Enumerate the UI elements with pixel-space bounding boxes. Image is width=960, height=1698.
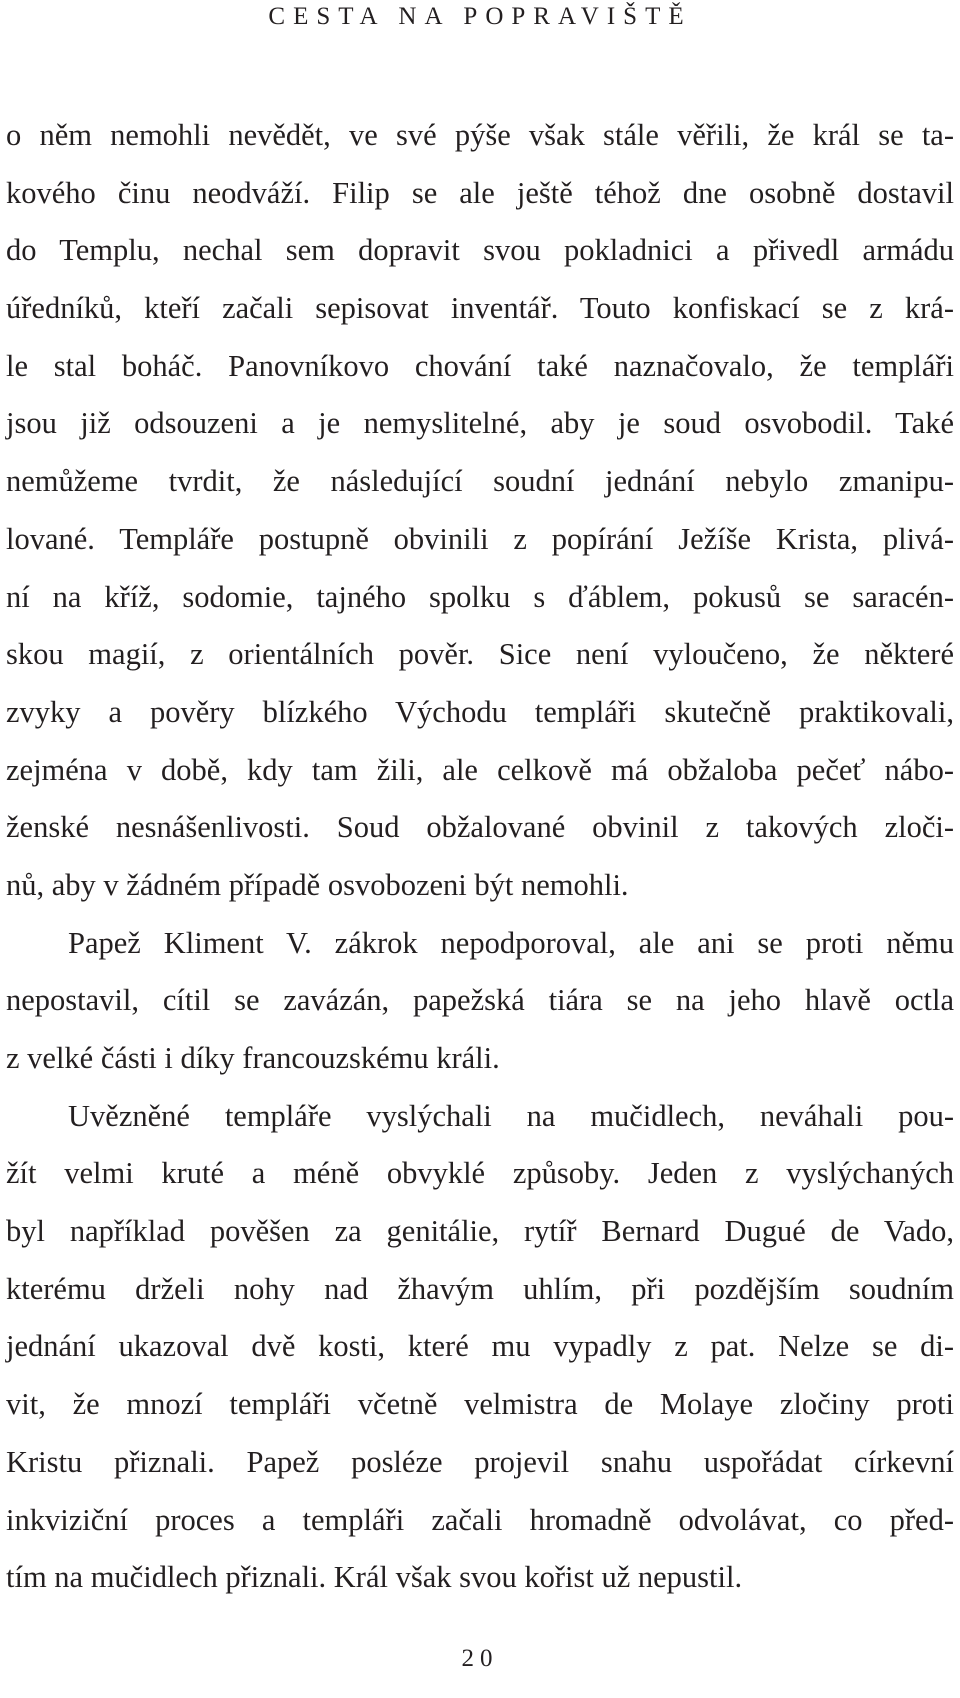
text-line: jednání ukazoval dvě kosti, které mu vypadly z pat. Nelze se di- — [6, 1329, 954, 1364]
text-line: Papež Kliment V. zákrok nepodporoval, ale ani se proti němu — [68, 925, 954, 960]
page-number: 20 — [461, 1645, 499, 1672]
text-line: Kristu přiznali. Papež posléze projevil snahu uspořádat církevní — [6, 1444, 954, 1479]
text-line: Uvězněné templáře vyslýchali na mučidlech, neváhali pou- — [68, 1098, 954, 1133]
running-header: CESTA NA POPRAVIŠTĚ — [268, 3, 692, 30]
text-line: ní na kříž, sodomie, tajného spolku s ďáblem, pokusů se saracén- — [6, 579, 954, 614]
text-line: o něm nemohli nevědět, ve své pýše však stále věřili, že král se ta- — [6, 118, 954, 152]
text-line: nemůžeme tvrdit, že následující soudní jednání nebylo zmanipu- — [6, 464, 954, 499]
text-line: ženské nesnášenlivosti. Soud obžalované obvinil z takových zloči- — [6, 810, 954, 845]
text-line: kového činu neodváží. Filip se ale ještě téhož dne osobně dostavil — [6, 175, 954, 210]
text-line: inkviziční proces a templáři začali hromadně odvolávat, co před- — [6, 1502, 954, 1537]
text-line: nů, aby v žádném případě osvobozeni být nemohli. — [6, 867, 629, 902]
text-line: vit, že mnozí templáři včetně velmistra de Molaye zločiny proti — [6, 1387, 954, 1422]
text-line: nepostavil, cítil se zavázán, papežská tiára se na jeho hlavě octla — [6, 983, 954, 1018]
text-line: jsou již odsouzeni a je nemyslitelné, aby je soud osvobodil. Také — [6, 406, 954, 441]
text-line: le stal boháč. Panovníkovo chování také naznačovalo, že templáři — [6, 348, 954, 383]
text-line: skou magií, z orientálních pověr. Sice není vyloučeno, že některé — [6, 637, 954, 672]
text-line: z velké části i díky francouzskému králi. — [6, 1041, 500, 1075]
text-line: zvyky a pověry blízkého Východu templáři skutečně praktikovali, — [6, 694, 954, 729]
text-line: kterému drželi nohy nad žhavým uhlím, při pozdějším soudním — [6, 1271, 954, 1306]
text-line: byl například pověšen za genitálie, rytíř Bernard Dugué de Vado, — [6, 1214, 954, 1249]
text-line: zejména v době, kdy tam žili, ale celkově má obžaloba pečeť nábo- — [6, 752, 954, 787]
text-line: žít velmi kruté a méně obvyklé způsoby. Jeden z vyslýchaných — [6, 1156, 954, 1191]
text-line: lované. Templáře postupně obvinili z popírání Ježíše Krista, plivá- — [6, 521, 954, 556]
page-body — [6, 107, 954, 1607]
text-line: úředníků, kteří začali sepisovat inventář. Touto konfiskací se z krá- — [6, 291, 954, 326]
text-line: do Templu, nechal sem dopravit svou pokladnici a přivedl armádu — [6, 233, 954, 268]
text-line: tím na mučidlech přiznali. Král však svou kořist už nepustil. — [6, 1560, 743, 1595]
